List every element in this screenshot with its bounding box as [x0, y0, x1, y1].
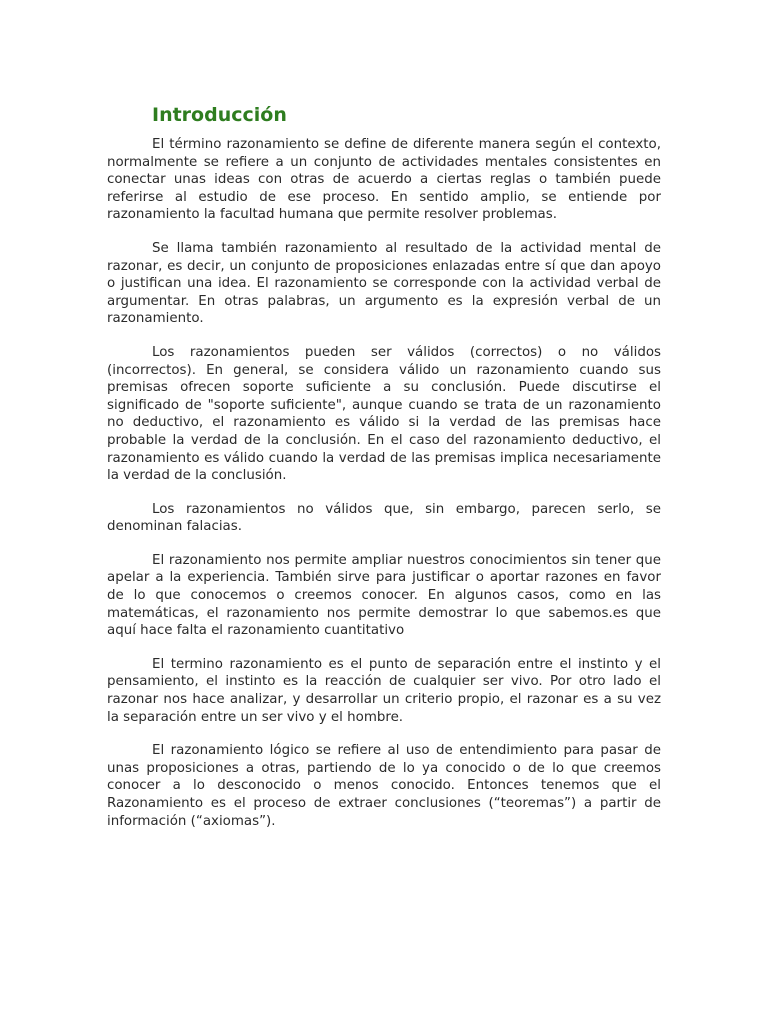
- paragraph-6: El termino razonamiento es el punto de separación entre el instinto y el pensamiento, el instinto es la reacción de cualquier ser vivo. Por otro lado el razonar nos hace analizar, y desarrollar un criterio propio, el razonar es a su vez la separación entre un ser vivo y el hombre.: [107, 656, 661, 725]
- paragraph-2: Se llama también razonamiento al resultado de la actividad mental de razonar, es decir, un conjunto de proposiciones enlazadas entre sí que dan apoyo o justifican una idea. El razonamiento se corresponde con la actividad verbal de argumentar. En otras palabras, un argumento es la expresión verbal de un razonamiento.: [107, 240, 661, 327]
- paragraph-1: El término razonamiento se define de diferente manera según el contexto, normalmente se refiere a un conjunto de actividades mentales consistentes en conectar unas ideas con otras de acuerdo a ciertas reglas o también puede referirse al estudio de ese proceso. En sentido amplio, se entiende por razonamiento la facultad humana que permite resolver problemas.: [107, 137, 661, 223]
- document-page: [107, 102, 661, 846]
- paragraph-3: Los razonamientos pueden ser válidos (correctos) o no válidos (incorrectos). En general, se considera válido un razonamiento cuando sus premisas ofrecen soporte suficiente a su conclusión. Puede discutirse el significado de "soporte suficiente", aunque cuando se trata de un razonamiento no deductivo, el razonamiento es válido si la verdad de las premisas hace probable la verdad de la conclusión. En el caso del razonamiento deductivo, el razonamiento es válido cuando la verdad de las premisas implica necesariamente la verdad de la conclusión.: [107, 344, 661, 484]
- document-title: Introducción: [152, 104, 287, 126]
- paragraph-5: El razonamiento nos permite ampliar nuestros conocimientos sin tener que apelar a la experiencia. También sirve para justificar o aportar razones en favor de lo que conocemos o creemos conocer. En algunos casos, como en las matemáticas, el razonamiento nos permite demostrar lo que sabemos.es que aquí hace falta el razonamiento cuantitativo: [107, 552, 661, 639]
- paragraph-4: Los razonamientos no válidos que, sin embargo, parecen serlo, se denominan falacias.: [107, 501, 661, 535]
- paragraph-7: El razonamiento lógico se refiere al uso de entendimiento para pasar de unas proposiciones a otras, partiendo de lo ya conocido o de lo que creemos conocer a lo desconocido o menos conocido. Entonces tenemos que el Razonamiento es el proceso de extraer conclusiones (“teoremas”) a partir de información (“axiomas”).: [107, 743, 661, 829]
